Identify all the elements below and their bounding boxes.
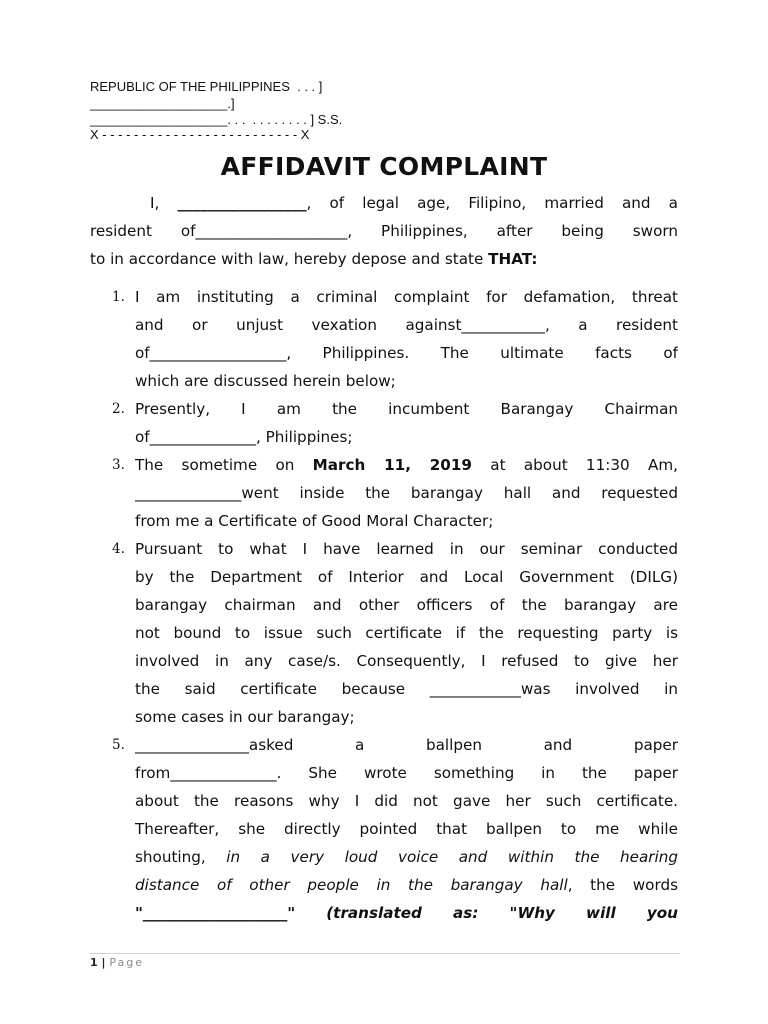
list-item-2: 2. Presently, I am the incumbent Barangay Chairman of______________, Philippines; — [90, 395, 678, 451]
footer-divider — [90, 953, 680, 954]
allegations-list — [90, 283, 678, 927]
document-title: AFFIDAVIT COMPLAINT — [220, 152, 548, 181]
quoted-words: "___________________" (translated as: "Why will you — [135, 904, 678, 922]
page-label: Page — [109, 956, 144, 969]
intro-line-3: to in accordance with law, hereby depose and state THAT: — [90, 250, 538, 268]
list-item-5: 5. _______________asked a ballpen and paper from______________. She wrote something in the paper about the reasons why I did not gave her such certificate. Thereafter, she directly pointed that ballpen to me while shouting, in a very loud voice and within the hearing distance of other people in the barangay hall, the words "___________________" (translated as: "Why will you — [90, 731, 678, 927]
header-x-line: X - - - - - - - - - - - - - - - - - - - - - - - - - X — [90, 127, 310, 142]
item-number: 4. — [112, 541, 125, 557]
page-footer — [90, 956, 144, 969]
item-number: 5. — [112, 737, 125, 753]
list-item-3: 3. The sometime on March 11, 2019 at about 11:30 Am, ______________went inside the barangay hall and requested from me a Certificate of Good Moral Character; — [90, 451, 678, 535]
item-number: 2. — [112, 401, 125, 417]
header-republic-line: REPUBLIC OF THE PHILIPPINES . . . ] — [90, 79, 323, 94]
header-ss-line: ___________________. . . . . . . . . . . ] S.S. — [90, 112, 343, 127]
list-item-4: 4. Pursuant to what I have learned in our seminar conducted by the Department of Interior and Local Government (DILG) barangay chairman and other officers of the barangay are not bound to issue such certificate if the requesting party is involved in any case/s. Consequently, I refused to give her the said certificate because ____________was involved in some cases in our barangay; — [90, 535, 678, 731]
item-number: 3. — [112, 457, 125, 473]
page-separator: | — [97, 956, 110, 969]
incident-date: March 11, 2019 — [312, 456, 472, 474]
intro-paragraph — [90, 189, 678, 273]
page-number: 1 — [90, 956, 98, 969]
intro-line-1: I, _________________, of legal age, Filipino, married and a — [150, 194, 678, 212]
list-item-1: 1. I am instituting a criminal complaint for defamation, threat and or unjust vexation against___________, a resident of__________________, Philippines. The ultimate facts of which are discussed herein below; — [90, 283, 678, 395]
intro-line-2: resident of____________________, Philippines, after being sworn — [90, 222, 678, 240]
header-blank-line: ___________________.] — [90, 96, 235, 111]
affiant-name-blank: _________________ — [177, 194, 307, 212]
item-number: 1. — [112, 289, 125, 305]
